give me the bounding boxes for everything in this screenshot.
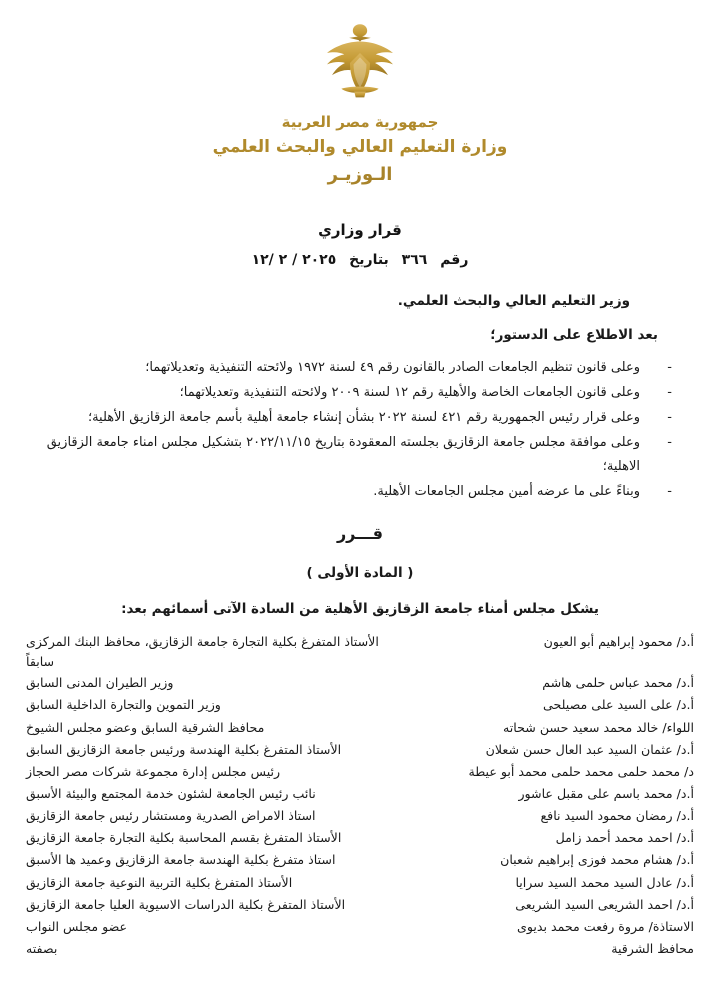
decree-title: قرار وزاري bbox=[318, 221, 402, 240]
minister-title: الـوزيـر bbox=[327, 164, 393, 186]
table-row bbox=[26, 783, 694, 805]
table-row bbox=[26, 916, 694, 938]
table-row bbox=[26, 849, 694, 871]
table-row bbox=[26, 827, 694, 849]
table-row bbox=[26, 739, 694, 761]
member-name: أ.د/ محمود إبراهيم أبو العيون bbox=[543, 634, 694, 650]
clauses-list bbox=[26, 356, 694, 504]
table-row bbox=[26, 717, 694, 739]
member-role: محافظ الشرقية السابق وعضو مجلس الشيوخ bbox=[26, 719, 265, 735]
member-name: أ.د/ على السيد على مصيلحى bbox=[543, 697, 694, 713]
member-name: أ.د/ احمد الشريعى السيد الشريعى bbox=[515, 896, 694, 912]
egypt-eagle-emblem-icon bbox=[317, 20, 403, 106]
clause-item: - وبناءً على ما عرضه أمين مجلس الجامعات الأهلية. bbox=[26, 480, 694, 504]
member-name: اللواء/ خالد محمد سعيد حسن شحاته bbox=[503, 719, 694, 735]
after-review-line: بعد الاطلاع على الدستور؛ bbox=[490, 327, 658, 344]
member-role: استاذ الامراض الصدرية ومستشار رئيس جامعة الزقازيق bbox=[26, 808, 316, 824]
document-header bbox=[26, 20, 694, 187]
table-row bbox=[26, 694, 694, 716]
table-row bbox=[26, 631, 694, 672]
board-members-table bbox=[26, 631, 694, 960]
member-name: محافظ الشرقية bbox=[611, 940, 694, 956]
minister-subject-line: وزير التعليم العالي والبحث العلمي. bbox=[397, 293, 630, 310]
decree-date-label: بتاريخ bbox=[349, 252, 389, 269]
decree-number-label: رقم bbox=[440, 252, 469, 269]
member-name: أ.د/ احمد محمد أحمد زامل bbox=[555, 830, 694, 846]
member-role: عضو مجلس النواب bbox=[26, 918, 128, 934]
member-name: د/ محمد حلمى محمد حلمى محمد أبو عيطة bbox=[468, 763, 694, 779]
decree-body bbox=[26, 290, 694, 960]
table-row bbox=[26, 805, 694, 827]
member-name: أ.د/ عثمان السيد عبد العال حسن شعلان bbox=[485, 741, 694, 757]
decree-number-row bbox=[26, 252, 694, 268]
member-role: وزير الطيران المدنى السابق bbox=[26, 675, 174, 691]
member-role: رئيس مجلس إدارة مجموعة شركات مصر الحجاز bbox=[26, 763, 281, 779]
member-role: وزير التموين والتجارة الداخلية السابق bbox=[26, 697, 221, 713]
member-name: أ.د/ محمد عباس حلمى هاشم bbox=[542, 675, 694, 691]
member-role: بصفته bbox=[26, 940, 58, 956]
clause-item: - وعلى موافقة مجلس جامعة الزقازيق بجلسته المعقودة بتاريخ ٢٠٢٢/١١/١٥ بتشكيل مجلس امناء جامعة الزقازيق الاهلية؛ bbox=[26, 431, 694, 479]
decided-heading: قـــرر bbox=[336, 524, 384, 544]
member-role: الأستاذ المتفرغ بكلية التربية النوعية جامعة الزقازيق bbox=[26, 874, 293, 890]
article-lead-text: يشكل مجلس أمناء جامعة الزقازيق الأهلية من السادة الآتى أسمائهم بعد: bbox=[121, 600, 599, 617]
table-row bbox=[26, 938, 694, 960]
member-role: استاذ متفرغ بكلية الهندسة جامعة الزقازيق وعميد ها الأسبق bbox=[26, 852, 336, 868]
country-name: جمهورية مصر العربية bbox=[281, 113, 439, 131]
table-row bbox=[26, 761, 694, 783]
member-role: الأستاذ المتفرغ بكلية الهندسة ورئيس جامعة الزقازيق السابق bbox=[26, 741, 342, 757]
member-name: أ.د/ محمد باسم على مقبل عاشور bbox=[518, 786, 694, 801]
member-name: أ.د/ هشام محمد فوزى إبراهيم شعبان bbox=[500, 852, 694, 868]
table-row bbox=[26, 872, 694, 894]
member-name: الاستاذة/ مروة رفعت محمد بديوى bbox=[516, 918, 694, 934]
member-role: الأستاذ المتفرغ بقسم المحاسبة بكلية التجارة جامعة الزقازيق bbox=[26, 830, 342, 846]
member-name: أ.د/ عادل السيد محمد السيد سرايا bbox=[515, 874, 694, 890]
member-name: أ.د/ رمضان محمود السيد نافع bbox=[540, 808, 694, 824]
ministry-name: وزارة التعليم العالي والبحث العلمي bbox=[212, 137, 508, 158]
member-role: الأستاذ المتفرغ بكلية التجارة جامعة الزقازيق، محافظ البنك المركزى سابقاً bbox=[26, 634, 379, 669]
article-one-heading: ( المادة الأولى ) bbox=[306, 565, 414, 582]
decree-number-value: ٣٦٦ bbox=[401, 252, 428, 269]
clause-item: - وعلى قرار رئيس الجمهورية رقم ٤٢١ لسنة ٢٠٢٢ بشأن إنشاء جامعة أهلية بأسم جامعة الزقازيق الأهلية؛ bbox=[26, 406, 694, 430]
ministry-heading bbox=[213, 112, 508, 187]
clause-item: - وعلى قانون تنظيم الجامعات الصادر بالقانون رقم ٤٩ لسنة ١٩٧٢ ولائحته التنفيذية وتعديلاتهما؛ bbox=[26, 356, 694, 380]
table-row bbox=[26, 672, 694, 694]
member-role: الأستاذ المتفرغ بكلية الدراسات الاسيوية العليا جامعة الزقازيق bbox=[26, 896, 346, 912]
decree-date-value: ٢٠٢٥ / ٢ /١٢ bbox=[251, 252, 337, 269]
clause-item: - وعلى قانون الجامعات الخاصة والأهلية رقم ١٢ لسنة ٢٠٠٩ ولائحته التنفيذية وتعديلاتهما؛ bbox=[26, 381, 694, 405]
table-row bbox=[26, 894, 694, 916]
member-role: نائب رئيس الجامعة لشئون خدمة المجتمع والبيئة الأسبق bbox=[26, 786, 316, 801]
